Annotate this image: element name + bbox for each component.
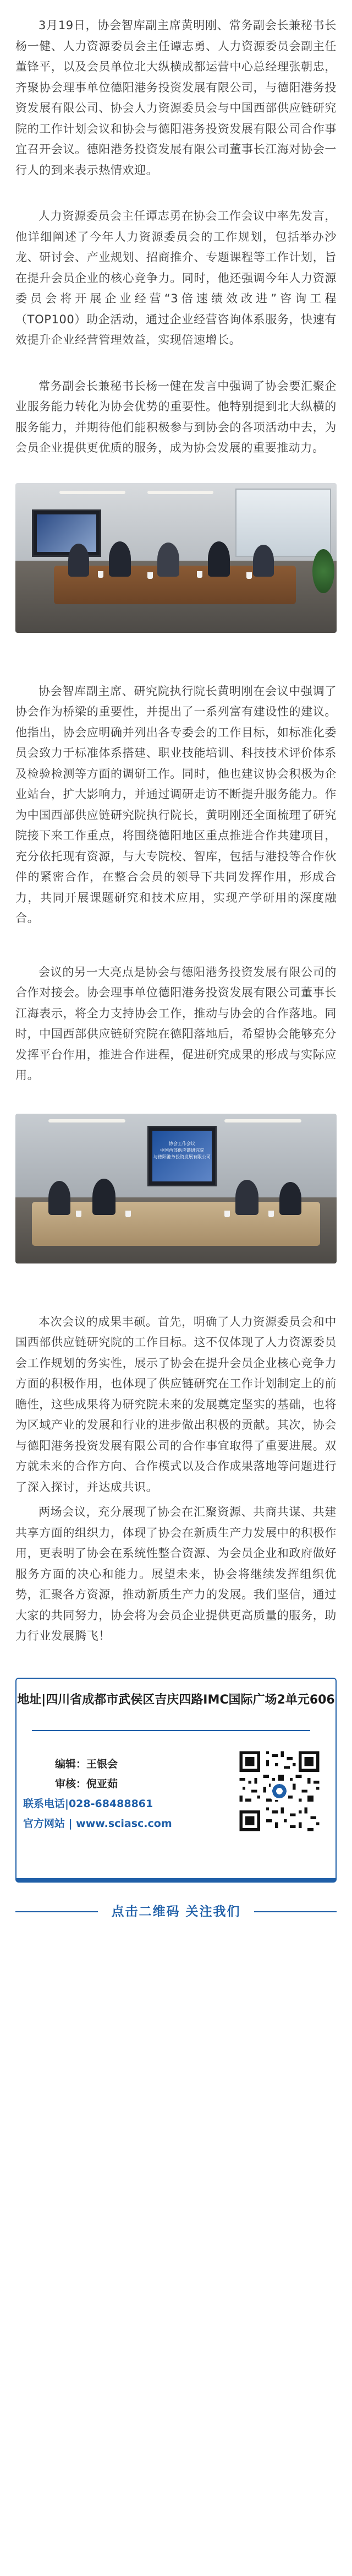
- follow-cta-text: 点击二维码 关注我们: [111, 1904, 241, 1919]
- paragraph-intro: 3月19日，协会智库副主席黄明刚、常务副会长兼秘书长杨一健、人力资源委员会主任谭志勇、人力资源委员会副主任董锋平，以及会员单位北大纵横成都运营中心总经理张朝忠，齐聚协会理事单位德阳港务投资发展有限公司，与德阳港务投资发展有限公司、协会人力资源委员会与中国西部供应链研究院的工作计划会议和协会与德阳港务投资发展有限公司合作事宜召开会议。德阳港务投资发展有限公司董事长江海对协会一行人的到来表示热情欢迎。: [15, 19, 337, 177]
- screen-banner-text: 协会工作会议 中国西部供应链研究院 与德阳港务投资发展有限公司: [153, 1141, 211, 1159]
- follow-cta[interactable]: [15, 1898, 337, 1924]
- contact-card: [15, 1678, 337, 1883]
- address-text: 地址|四川省成都市武侯区吉庆四路IMC国际广场2单元606: [17, 1693, 335, 1707]
- paragraph-results: 本次会议的成果丰硕。首先，明确了人力资源委员会和中国西部供应链研究院的工作目标。这不仅体现了人力资源委员会工作规划的务实性，展示了协会在提升会员企业核心竞争力方面的积极作用，也体现了供应链研究在工作计划制定上的前瞻性，这些成果将为研究院未来的发展奠定坚实的基础，也将为区域产业的发展和行业的进步做出积极的贡献。其次，协会与德阳港务投资发展有限公司的合作事宜取得了重要进展。双方就未来的合作方向、合作模式以及合作成果落地等问题进行了深入探讨，并达成共识。: [15, 1315, 337, 1494]
- reviewer-label: 审核：倪亚茹: [55, 1777, 118, 1790]
- divider: [32, 1730, 310, 1731]
- paragraph-outlook: 两场会议，充分展现了协会在汇聚资源、共商共谋、共建共享方面的组织力，体现了协会在新质生产力发展中的积极作用，更表明了协会在系统性整合资源、为会员企业和政府做好服务方面的决心和能力。展望未来，协会将继续发挥组织优势，汇聚各方资源，推动新质生产力的发展。我们坚信，通过大家的共同努力，协会将为会员企业提供更高质量的服务，助力行业发展腾飞！: [15, 1505, 337, 1642]
- footer-accent-bar: [16, 1878, 336, 1881]
- website-link[interactable]: 官方网站 | www.sciasc.com: [23, 1817, 172, 1830]
- phone-label: 联系电话|028-68488861: [23, 1797, 153, 1810]
- meeting-photo-2: [15, 1114, 337, 1263]
- paragraph-hr-committee: 人力资源委员会主任谭志勇在协会工作会议中率先发言，他详细阐述了今年人力资源委员会的工作规划，包括举办沙龙、研讨会、产业规划、招商推介、专题课程等工作计划，旨在提升会员企业的核心竞争力。同时，他还强调今年人力资源委员会将开展企业经营“3倍速绩效改进”咨询工程（TOP100）助企活动，通过企业经营咨询体系服务，快速有效提升企业经营管理效益，实现倍速增长。: [15, 209, 337, 346]
- cta-line-right: [254, 1911, 337, 1912]
- paragraph-think-tank: 协会智库副主席、研究院执行院长黄明刚在会议中强调了协会作为桥梁的重要性，并提出了一系列富有建设性的建议。他指出，协会应明确并列出各专委会的工作目标，如标准化委员会致力于标准体系搭建、职业技能培训、科技技术评价体系及检验检测等方面的调研工作。同时，他也建议协会积极为企业站台，扩大影响力，并通过调研走访不断提升服务能力。作为中国西部供应链研究院执行院长，黄明刚还全面梳理了研究院接下来工作重点，将围绕德阳地区重点推进合作共建项目，充分依托现有资源，与大专院校、智库，包括与港投等合作伙伴的紧密合作，在整合会员的领导下共同发挥作用，形成合力，共同开展课题研究和技术应用，实现产学研用的深度融合。: [15, 684, 337, 925]
- meeting-photo-1: [15, 483, 337, 633]
- paragraph-cooperation: 会议的另一大亮点是协会与德阳港务投资发展有限公司的合作对接会。协会理事单位德阳港务投资发展有限公司董事长江海表示，将全力支持协会工作，推动与协会的合作落地。同时，中国西部供应链研究院在德阳落地后，希望协会能够充分发挥平台作用，推进合作进程，促进研究成果的形成与实际应用。: [15, 965, 337, 1082]
- paragraph-secretary-general: 常务副会长兼秘书长杨一健在发言中强调了协会要汇聚企业服务能力转化为协会优势的重要性。他特别提到北大纵横的服务能力，并期待他们能积极参与到协会的各项活动中去，为会员企业提供更优质的服务，成为协会发展的重要推动力。: [15, 379, 337, 454]
- qr-code-icon[interactable]: [237, 1748, 322, 1834]
- editor-label: 编辑：王银会: [55, 1758, 118, 1770]
